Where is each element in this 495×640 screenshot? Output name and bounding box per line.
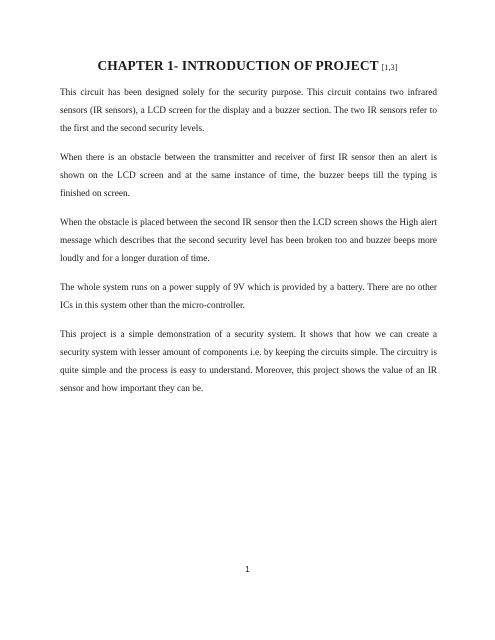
paragraph-conclusion: This project is a simple demonstration of a security system. It shows that how we can create a security system with lesser amount of components i.e. by keeping the circuits simple. The circuitry is quite simple and the process is easy to understand. Moreover, this project shows the value of an IR sensor and how important they can be. xyxy=(60,330,437,394)
chapter-title: CHAPTER 1- INTRODUCTION OF PROJECT xyxy=(97,58,379,73)
page-number: 1 xyxy=(245,565,250,574)
paragraph-second-sensor: When the obstacle is placed between the second IR sensor then the LCD screen shows the High alert message which describes that the second security level has been broken too and buzzer beeps more loudly and for a longer duration of time. xyxy=(60,218,437,264)
paragraph-power-supply: The whole system runs on a power supply of 9V which is provided by a battery. There are no other ICs in this system other than the micro-controller. xyxy=(60,283,437,311)
body-text xyxy=(60,84,437,409)
paragraph-overview: This circuit has been designed solely for the security purpose. This circuit contains two infrared sensors (IR sensors), a LCD screen for the display and a buzzer section. The two IR sensors refer to the first and the second security levels. xyxy=(60,88,437,134)
citation-reference: [1,3] xyxy=(381,63,398,72)
paragraph-first-sensor: When there is an obstacle between the transmitter and receiver of first IR sensor then an alert is shown on the LCD screen and at the same instance of time, the buzzer beeps till the typing is finished on screen. xyxy=(60,153,437,199)
chapter-heading xyxy=(0,58,495,74)
